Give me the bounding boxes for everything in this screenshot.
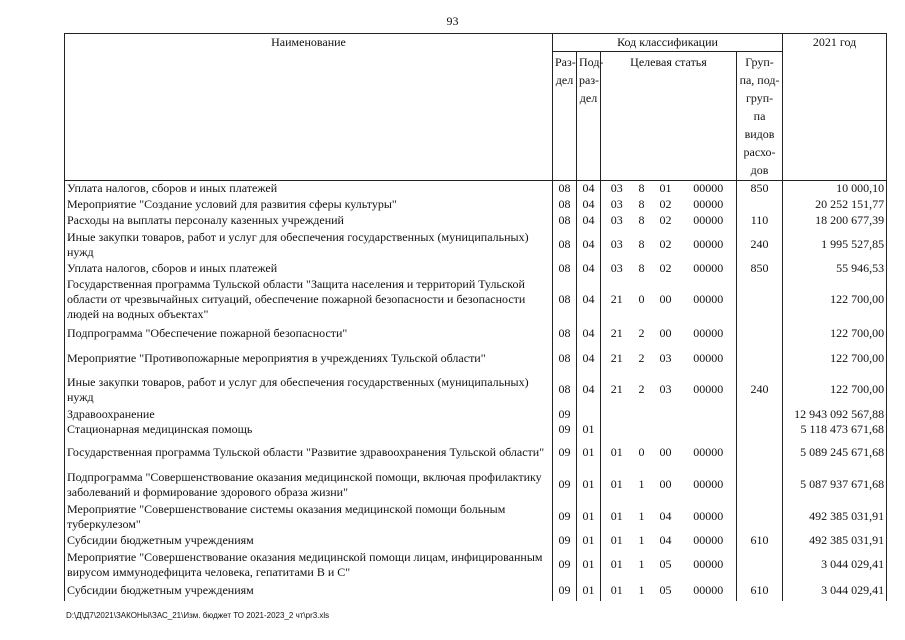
- row-razdel: 09: [553, 422, 577, 437]
- row-amount: 3 044 029,41: [783, 549, 887, 581]
- row-expense-type: 110: [737, 213, 783, 229]
- row-expense-type: 240: [737, 373, 783, 407]
- row-name: Подпрограмма "Обеспечение пожарной безопасности": [65, 323, 553, 345]
- row-podrazdel: 04: [577, 213, 601, 229]
- row-name: Уплата налогов, сборов и иных платежей: [65, 261, 553, 277]
- row-amount: 1 995 527,85: [783, 229, 887, 261]
- header-celevaya: Целевая статья: [601, 52, 737, 181]
- row-cs-subprogram: [633, 422, 651, 437]
- row-cs-program: 01: [601, 501, 633, 533]
- row-razdel: 08: [553, 213, 577, 229]
- row-amount: 5 118 473 671,68: [783, 422, 887, 437]
- row-cs-subprogram: 1: [638, 477, 645, 491]
- row-razdel: 09: [553, 549, 577, 581]
- row-cs-program: [601, 407, 633, 422]
- row-expense-type: 850: [737, 181, 783, 197]
- row-podrazdel: 01: [577, 533, 601, 549]
- table-row: [65, 469, 887, 501]
- row-razdel: 09: [553, 437, 577, 469]
- row-expense-type: [737, 407, 783, 422]
- row-amount: 5 087 937 671,68: [783, 469, 887, 501]
- table-row: [65, 323, 887, 345]
- row-cs-measure: 00: [659, 477, 672, 491]
- row-cs-measure: 01: [659, 181, 672, 196]
- row-podrazdel: 04: [577, 277, 601, 323]
- row-cs-program: 21: [601, 373, 633, 407]
- table-row: [65, 581, 887, 601]
- row-name: Здравоохранение: [65, 407, 553, 422]
- row-razdel: 08: [553, 323, 577, 345]
- row-podrazdel: 04: [577, 229, 601, 261]
- table-row: [65, 181, 887, 197]
- row-expense-type: [737, 549, 783, 581]
- table-row: [65, 437, 887, 469]
- page-number: 93: [446, 14, 459, 28]
- row-cs-measure: 00: [659, 445, 672, 459]
- row-podrazdel: 04: [577, 181, 601, 197]
- row-amount: 122 700,00: [783, 345, 887, 373]
- row-name: Мероприятие "Противопожарные мероприятия в учреждениях Тульской области": [65, 345, 553, 373]
- row-cs-subprogram: 1: [638, 557, 645, 571]
- row-cs-measure: 05: [659, 557, 672, 571]
- row-razdel: 08: [553, 277, 577, 323]
- row-razdel: 09: [553, 501, 577, 533]
- row-cs-program: 03: [601, 261, 633, 277]
- row-razdel: 08: [553, 345, 577, 373]
- row-amount: 492 385 031,91: [783, 533, 887, 549]
- row-razdel: 08: [553, 229, 577, 261]
- row-cs-measure: 05: [659, 583, 672, 597]
- row-cs-program: 03: [601, 229, 633, 261]
- row-expense-type: 850: [737, 261, 783, 277]
- row-amount: 55 946,53: [783, 261, 887, 277]
- row-cs-measure: 04: [659, 509, 672, 523]
- row-name: Государственная программа Тульской области "Защита населения и территорий Тульской области от чрезвычайных ситуаций, обеспечение пожарной безопасности и безопасности людей на водных объектах": [65, 277, 553, 323]
- row-podrazdel: 04: [577, 197, 601, 213]
- row-name: Мероприятие "Создание условий для развития сферы культуры": [65, 197, 553, 213]
- row-expense-type: 240: [737, 229, 783, 261]
- row-cs-direction: [681, 407, 737, 422]
- row-cs-program: 03: [601, 197, 633, 213]
- row-cs-direction: 00000: [681, 197, 737, 213]
- table-row: [65, 501, 887, 533]
- row-cs-program: 03: [601, 181, 633, 197]
- row-cs-direction: [681, 422, 737, 437]
- row-amount: 492 385 031,91: [783, 501, 887, 533]
- row-expense-type: [737, 501, 783, 533]
- row-amount: 5 089 245 671,68: [783, 437, 887, 469]
- row-cs-direction: 00000: [681, 261, 737, 277]
- row-cs-measure: 02: [659, 237, 672, 251]
- header-year: 2021 год: [783, 34, 887, 181]
- row-cs-measure: 02: [659, 197, 672, 211]
- row-podrazdel: 04: [577, 261, 601, 277]
- row-podrazdel: 04: [577, 373, 601, 407]
- row-razdel: 09: [553, 533, 577, 549]
- row-expense-type: 610: [737, 581, 783, 601]
- row-razdel: 09: [553, 581, 577, 601]
- row-razdel: 08: [553, 197, 577, 213]
- row-podrazdel: 01: [577, 501, 601, 533]
- row-cs-program: 03: [601, 213, 633, 229]
- row-amount: 20 252 151,77: [783, 197, 887, 213]
- row-cs-measure: [651, 422, 681, 437]
- row-name: Субсидии бюджетным учреждениям: [65, 581, 553, 601]
- row-podrazdel: 01: [577, 469, 601, 501]
- row-razdel: 08: [553, 181, 577, 197]
- row-name: Мероприятие "Совершенствование системы оказания медицинской помощи больным туберкулезом": [65, 501, 553, 533]
- row-cs-program: 01: [601, 469, 633, 501]
- row-cs-direction: 00000: [681, 213, 737, 229]
- table-row: [65, 407, 887, 422]
- row-cs-program: [601, 422, 633, 437]
- row-cs-subprogram: 2: [638, 326, 645, 340]
- row-cs-program: 21: [601, 345, 633, 373]
- row-cs-direction: 00000: [681, 373, 737, 407]
- row-podrazdel: 01: [577, 437, 601, 469]
- row-cs-measure: 02: [659, 213, 672, 227]
- row-cs-subprogram: 8: [638, 197, 645, 211]
- row-cs-subprogram: 8: [638, 237, 645, 251]
- header-razdel: Раз- дел: [553, 52, 577, 181]
- row-cs-subprogram: 1: [638, 533, 645, 547]
- row-cs-subprogram: 1: [638, 583, 645, 597]
- row-cs-direction: 00000: [681, 437, 737, 469]
- row-cs-direction: 00000: [681, 501, 737, 533]
- row-cs-subprogram: [633, 407, 651, 422]
- table-row: [65, 213, 887, 229]
- row-cs-measure: [651, 407, 681, 422]
- row-cs-direction: 00000: [681, 469, 737, 501]
- row-expense-type: [737, 323, 783, 345]
- row-cs-program: 21: [601, 323, 633, 345]
- row-razdel: 09: [553, 469, 577, 501]
- row-name: Иные закупки товаров, работ и услуг для обеспечения государственных (муниципальных) нужд: [65, 229, 553, 261]
- row-expense-type: [737, 422, 783, 437]
- table-row: [65, 261, 887, 277]
- row-amount: 122 700,00: [783, 323, 887, 345]
- header-name: Наименование: [65, 34, 553, 181]
- table-row: [65, 549, 887, 581]
- row-cs-subprogram: 8: [638, 213, 645, 227]
- row-name: Субсидии бюджетным учреждениям: [65, 533, 553, 549]
- row-expense-type: [737, 197, 783, 213]
- row-cs-direction: 00000: [681, 533, 737, 549]
- row-podrazdel: 04: [577, 323, 601, 345]
- row-podrazdel: [577, 407, 601, 422]
- header-podrazdel: Под- раз- дел: [577, 52, 601, 181]
- table-row: [65, 533, 887, 549]
- table-row: [65, 277, 887, 323]
- row-expense-type: [737, 277, 783, 323]
- header-code: Код классификации: [553, 34, 783, 52]
- row-podrazdel: 04: [577, 345, 601, 373]
- row-cs-measure: 03: [659, 351, 672, 365]
- row-cs-measure: 04: [659, 533, 672, 547]
- row-name: Мероприятие "Совершенствование оказания медицинской помощи лицам, инфицированным вирусом иммунодефицита человека, гепатитами В и С": [65, 549, 553, 581]
- row-cs-program: 01: [601, 437, 633, 469]
- row-podrazdel: 01: [577, 422, 601, 437]
- table-row: [65, 373, 887, 407]
- row-cs-direction: 00000: [681, 277, 737, 323]
- table-row: [65, 422, 887, 437]
- row-cs-program: 01: [601, 533, 633, 549]
- row-cs-subprogram: 2: [638, 382, 645, 396]
- row-cs-direction: 00000: [681, 345, 737, 373]
- row-cs-measure: 00: [659, 326, 672, 340]
- row-razdel: 09: [553, 407, 577, 422]
- row-name: Государственная программа Тульской области "Развитие здравоохранения Тульской области": [65, 437, 553, 469]
- row-name: Уплата налогов, сборов и иных платежей: [65, 181, 553, 197]
- row-expense-type: 610: [737, 533, 783, 549]
- row-expense-type: [737, 345, 783, 373]
- row-amount: 122 700,00: [783, 373, 887, 407]
- file-path-footer: D:\Д\Д7\2021\ЗАКОНЫ\ЗАС_21\Изм. бюджет ТО 2021-2023_2 чт\pr3.xls: [66, 611, 330, 620]
- header-gruppa: Груп- па, под- груп- па видов расхо- дов: [737, 52, 783, 181]
- table-row: [65, 345, 887, 373]
- row-cs-subprogram: 0: [638, 445, 645, 459]
- row-amount: 122 700,00: [783, 277, 887, 323]
- row-cs-subprogram: 8: [638, 181, 645, 196]
- row-cs-subprogram: 0: [638, 292, 645, 306]
- row-razdel: 08: [553, 373, 577, 407]
- row-cs-subprogram: 8: [638, 261, 645, 275]
- row-name: Стационарная медицинская помощь: [65, 422, 553, 437]
- table-row: [65, 229, 887, 261]
- row-podrazdel: 01: [577, 581, 601, 601]
- row-name: Расходы на выплаты персоналу казенных учреждений: [65, 213, 553, 229]
- row-name: Подпрограмма "Совершенствование оказания медицинской помощи, включая профилактику заболеваний и формирование здорового образа жизни": [65, 469, 553, 501]
- row-cs-subprogram: 1: [638, 509, 645, 523]
- row-amount: 12 943 092 567,88: [783, 407, 887, 422]
- row-podrazdel: 01: [577, 549, 601, 581]
- row-cs-direction: 00000: [681, 181, 737, 197]
- row-expense-type: [737, 469, 783, 501]
- row-amount: 18 200 677,39: [783, 213, 887, 229]
- row-cs-measure: 00: [659, 292, 672, 306]
- row-cs-measure: 02: [659, 261, 672, 275]
- row-cs-program: 21: [601, 277, 633, 323]
- row-amount: 3 044 029,41: [783, 581, 887, 601]
- row-cs-direction: 00000: [681, 229, 737, 261]
- row-expense-type: [737, 437, 783, 469]
- row-cs-program: 01: [601, 581, 633, 601]
- row-cs-measure: 03: [659, 382, 672, 396]
- row-amount: 10 000,10: [783, 181, 887, 197]
- row-cs-direction: 00000: [681, 323, 737, 345]
- budget-table: [64, 33, 887, 601]
- table-row: [65, 197, 887, 213]
- row-razdel: 08: [553, 261, 577, 277]
- row-cs-program: 01: [601, 549, 633, 581]
- row-cs-direction: 00000: [681, 581, 737, 601]
- row-cs-subprogram: 2: [638, 351, 645, 365]
- row-cs-direction: 00000: [681, 549, 737, 581]
- row-name: Иные закупки товаров, работ и услуг для обеспечения государственных (муниципальных) нужд: [65, 373, 553, 407]
